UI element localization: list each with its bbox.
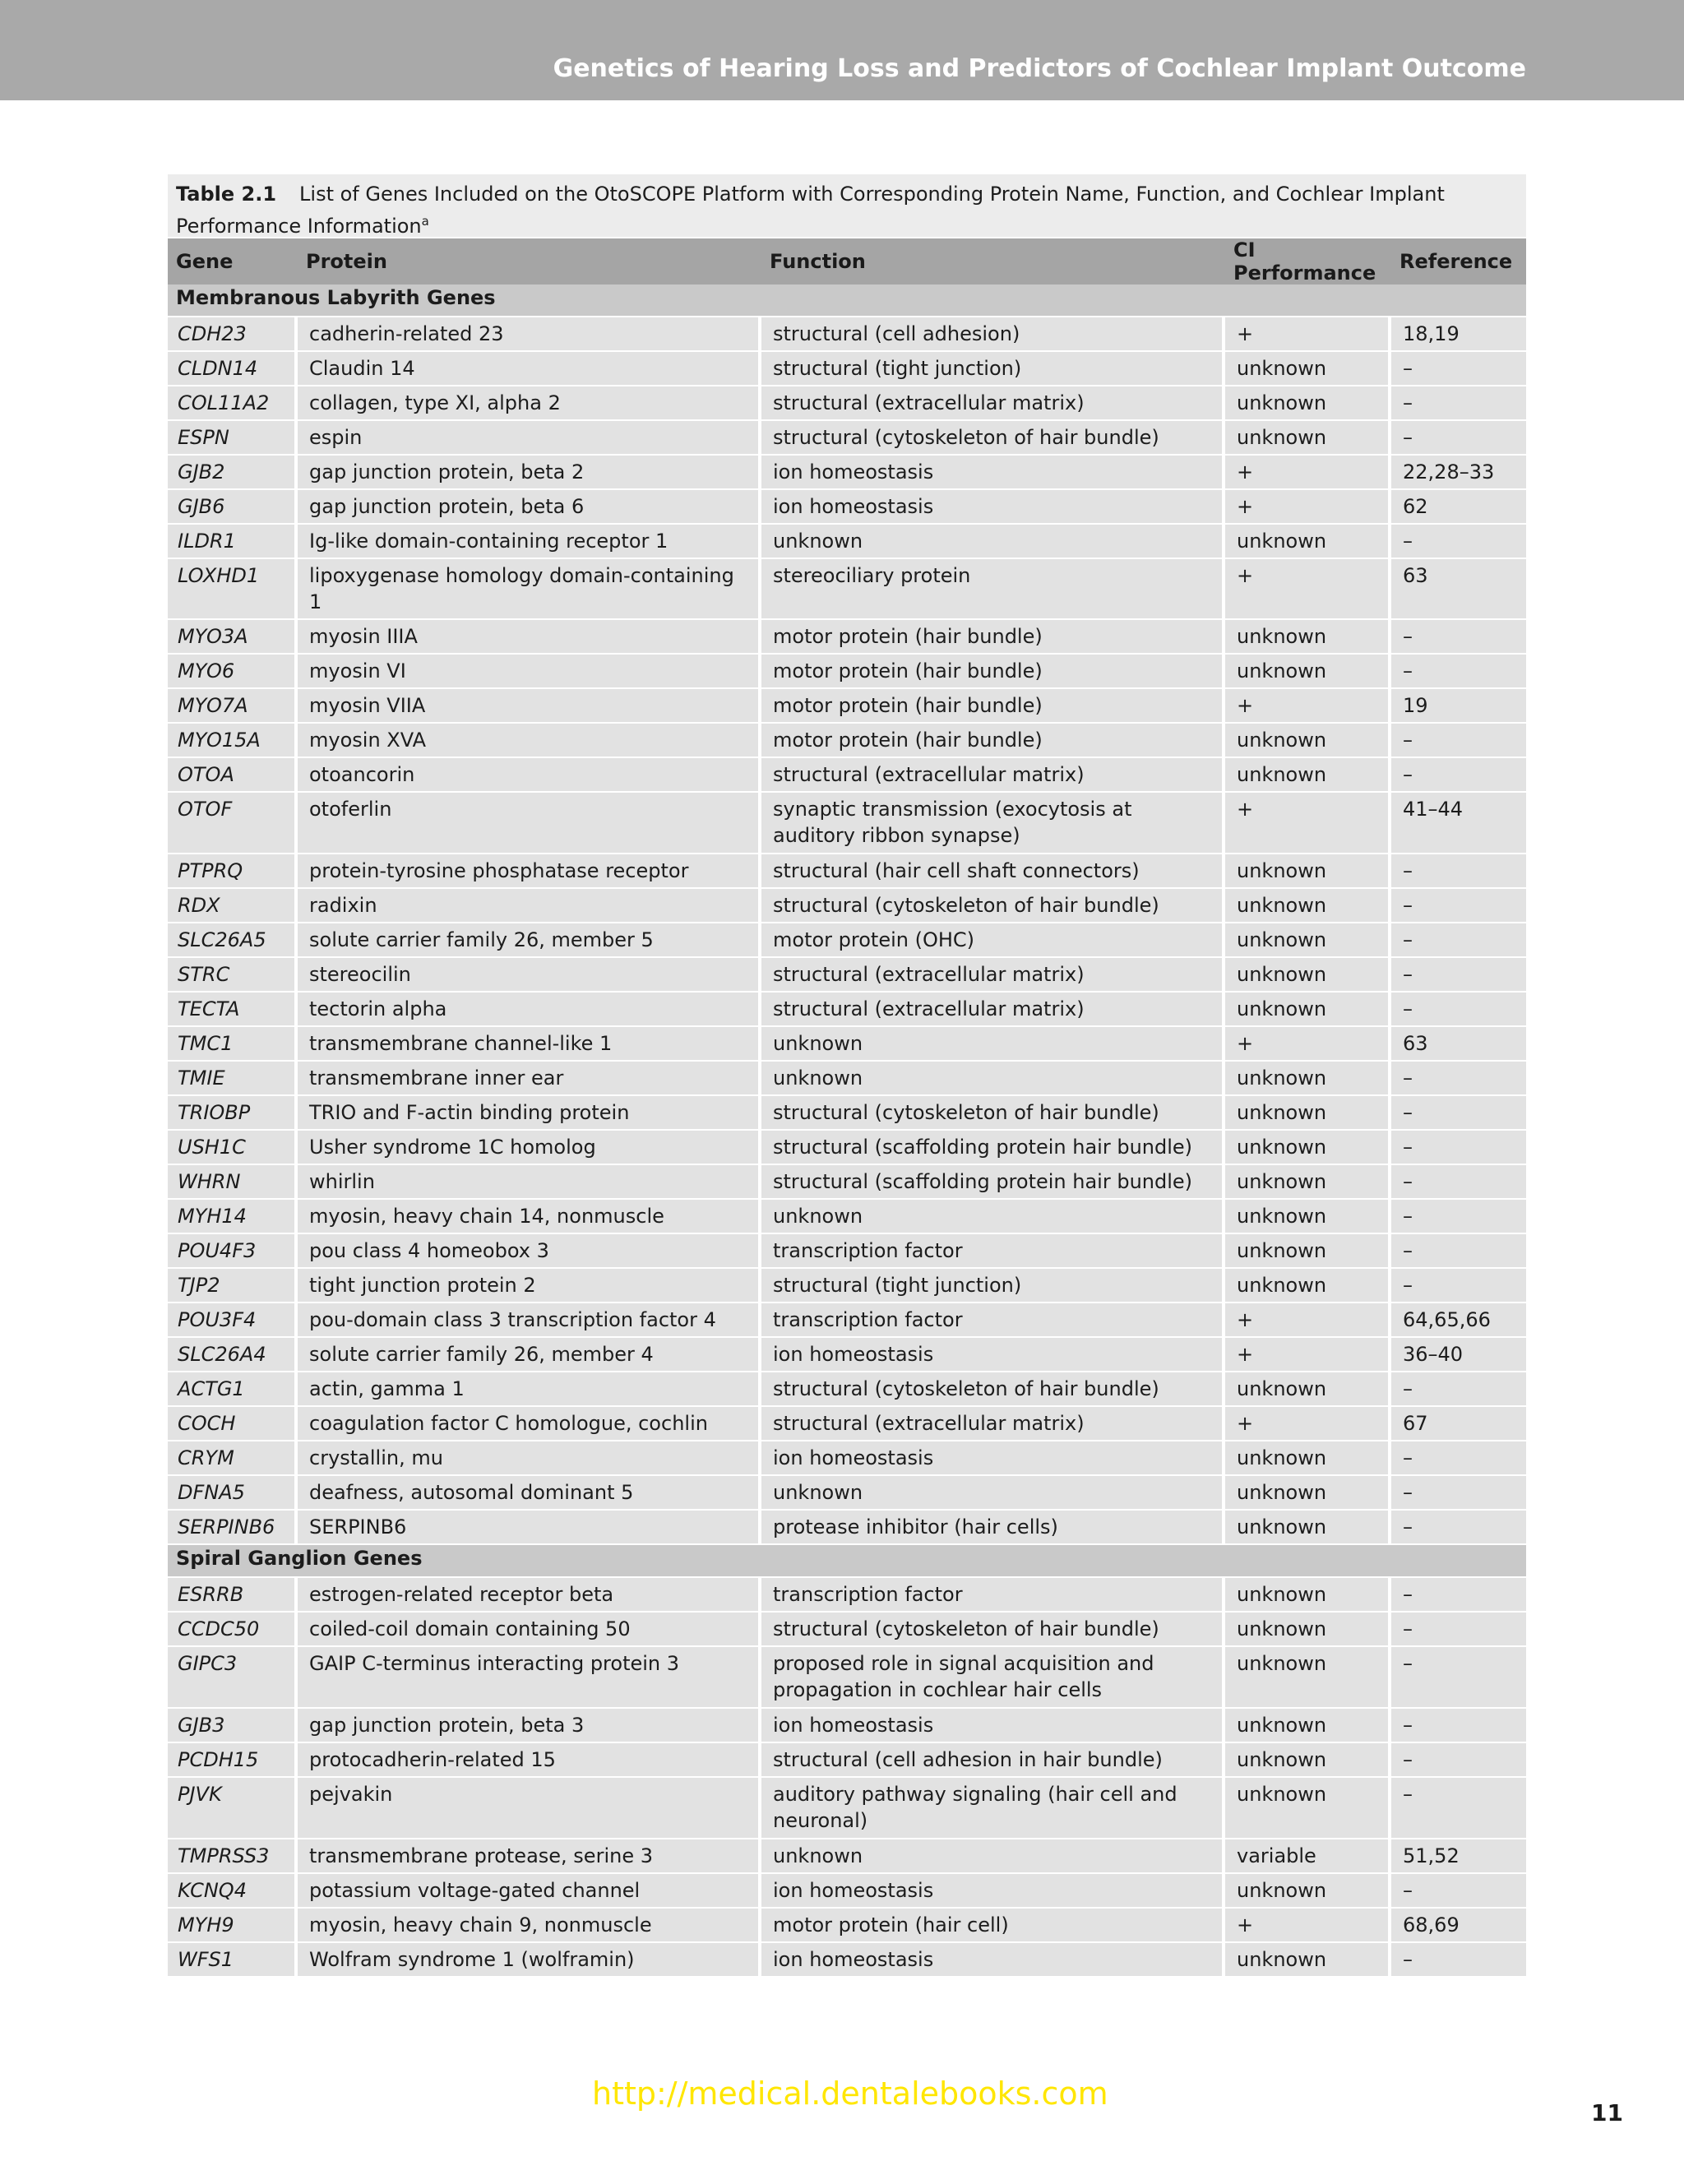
cell-protein: Wolfram syndrome 1 (wolframin) bbox=[298, 1943, 761, 1978]
cell-function: structural (extracellular matrix) bbox=[761, 758, 1225, 793]
table-row bbox=[168, 525, 1526, 559]
cell-protein: myosin, heavy chain 14, nonmuscle bbox=[298, 1200, 761, 1234]
section-title: Membranous Labyrith Genes bbox=[168, 285, 1526, 317]
cell-reference: – bbox=[1391, 1200, 1526, 1234]
cell-reference: 22,28–33 bbox=[1391, 456, 1526, 490]
cell-reference: – bbox=[1391, 1131, 1526, 1165]
table-row bbox=[168, 1613, 1526, 1647]
cell-protein: potassium voltage-gated channel bbox=[298, 1874, 761, 1909]
cell-function: structural (scaffolding protein hair bundle) bbox=[761, 1165, 1225, 1200]
table-caption-text: List of Genes Included on the OtoSCOPE Platform with Corresponding Protein Name, Function, and Cochlear Implant Performance Information bbox=[176, 183, 1445, 238]
cell-protein: solute carrier family 26, member 4 bbox=[298, 1338, 761, 1372]
footnote-mark: a bbox=[421, 214, 429, 229]
cell-protein: actin, gamma 1 bbox=[298, 1372, 761, 1407]
cell-gene: MYH9 bbox=[168, 1909, 298, 1943]
cell-gene: COL11A2 bbox=[168, 386, 298, 421]
table-row bbox=[168, 958, 1526, 993]
cell-reference: – bbox=[1391, 854, 1526, 889]
cell-protein: myosin XVA bbox=[298, 724, 761, 758]
cell-reference: – bbox=[1391, 1165, 1526, 1200]
cell-ci-performance: unknown bbox=[1225, 386, 1391, 421]
cell-ci-performance: unknown bbox=[1225, 655, 1391, 689]
cell-reference: – bbox=[1391, 1372, 1526, 1407]
cell-protein: lipoxygenase homology domain-containing 1 bbox=[298, 559, 761, 620]
cell-gene: POU4F3 bbox=[168, 1234, 298, 1269]
section-title: Spiral Ganglion Genes bbox=[168, 1545, 1526, 1578]
cell-ci-performance: + bbox=[1225, 793, 1391, 854]
cell-function: structural (tight junction) bbox=[761, 1269, 1225, 1303]
cell-protein: espin bbox=[298, 421, 761, 456]
cell-function: structural (extracellular matrix) bbox=[761, 1407, 1225, 1441]
cell-reference: – bbox=[1391, 724, 1526, 758]
cell-protein: stereocilin bbox=[298, 958, 761, 993]
cell-function: motor protein (hair bundle) bbox=[761, 620, 1225, 655]
cell-protein: coiled-coil domain containing 50 bbox=[298, 1613, 761, 1647]
table-row bbox=[168, 1165, 1526, 1200]
table-row bbox=[168, 1096, 1526, 1131]
cell-reference: – bbox=[1391, 1743, 1526, 1778]
cell-gene: MYO15A bbox=[168, 724, 298, 758]
cell-function: structural (hair cell shaft connectors) bbox=[761, 854, 1225, 889]
table-row bbox=[168, 1234, 1526, 1269]
cell-gene: RDX bbox=[168, 889, 298, 923]
cell-gene: ESPN bbox=[168, 421, 298, 456]
table-row bbox=[168, 352, 1526, 386]
cell-gene: WFS1 bbox=[168, 1943, 298, 1978]
cell-function: structural (extracellular matrix) bbox=[761, 958, 1225, 993]
cell-ci-performance: unknown bbox=[1225, 854, 1391, 889]
cell-reference: 51,52 bbox=[1391, 1839, 1526, 1874]
cell-reference: 64,65,66 bbox=[1391, 1303, 1526, 1338]
cell-protein: GAIP C-terminus interacting protein 3 bbox=[298, 1647, 761, 1709]
cell-reference: – bbox=[1391, 1709, 1526, 1743]
cell-function: unknown bbox=[761, 1027, 1225, 1062]
cell-function: structural (cytoskeleton of hair bundle) bbox=[761, 1613, 1225, 1647]
column-header-gene: Gene bbox=[168, 238, 298, 285]
cell-protein: myosin VIIA bbox=[298, 689, 761, 724]
table-row bbox=[168, 1839, 1526, 1874]
cell-function: ion homeostasis bbox=[761, 1441, 1225, 1476]
section-header-row bbox=[168, 285, 1526, 317]
cell-ci-performance: unknown bbox=[1225, 1613, 1391, 1647]
cell-protein: deafness, autosomal dominant 5 bbox=[298, 1476, 761, 1511]
table-row bbox=[168, 1407, 1526, 1441]
cell-ci-performance: unknown bbox=[1225, 1743, 1391, 1778]
cell-gene: TMIE bbox=[168, 1062, 298, 1096]
running-title: Genetics of Hearing Loss and Predictors of Cochlear Implant Outcome bbox=[553, 54, 1526, 83]
cell-function: synaptic transmission (exocytosis at auditory ribbon synapse) bbox=[761, 793, 1225, 854]
cell-reference: – bbox=[1391, 1441, 1526, 1476]
cell-function: unknown bbox=[761, 525, 1225, 559]
table-row bbox=[168, 1269, 1526, 1303]
cell-ci-performance: unknown bbox=[1225, 1874, 1391, 1909]
cell-protein: Claudin 14 bbox=[298, 352, 761, 386]
cell-protein: whirlin bbox=[298, 1165, 761, 1200]
cell-reference: 36–40 bbox=[1391, 1338, 1526, 1372]
cell-ci-performance: + bbox=[1225, 1407, 1391, 1441]
cell-reference: – bbox=[1391, 993, 1526, 1027]
table-row bbox=[168, 386, 1526, 421]
cell-protein: transmembrane channel-like 1 bbox=[298, 1027, 761, 1062]
cell-gene: PJVK bbox=[168, 1778, 298, 1839]
table-row bbox=[168, 1372, 1526, 1407]
table-row bbox=[168, 317, 1526, 352]
cell-gene: MYH14 bbox=[168, 1200, 298, 1234]
cell-gene: KCNQ4 bbox=[168, 1874, 298, 1909]
cell-reference: – bbox=[1391, 1943, 1526, 1978]
cell-reference: – bbox=[1391, 525, 1526, 559]
table-row bbox=[168, 1027, 1526, 1062]
cell-protein: transmembrane protease, serine 3 bbox=[298, 1839, 761, 1874]
table-row bbox=[168, 1778, 1526, 1839]
cell-ci-performance: + bbox=[1225, 689, 1391, 724]
column-header-protein: Protein bbox=[298, 238, 761, 285]
cell-gene: USH1C bbox=[168, 1131, 298, 1165]
cell-protein: gap junction protein, beta 6 bbox=[298, 490, 761, 525]
cell-ci-performance: unknown bbox=[1225, 1269, 1391, 1303]
cell-reference: – bbox=[1391, 1874, 1526, 1909]
cell-function: ion homeostasis bbox=[761, 456, 1225, 490]
cell-gene: OTOA bbox=[168, 758, 298, 793]
cell-protein: collagen, type XI, alpha 2 bbox=[298, 386, 761, 421]
cell-ci-performance: + bbox=[1225, 1338, 1391, 1372]
cell-reference: 63 bbox=[1391, 559, 1526, 620]
cell-function: structural (cell adhesion) bbox=[761, 317, 1225, 352]
cell-reference: – bbox=[1391, 1511, 1526, 1545]
cell-protein: myosin IIIA bbox=[298, 620, 761, 655]
table-row bbox=[168, 620, 1526, 655]
cell-gene: SLC26A4 bbox=[168, 1338, 298, 1372]
gene-table bbox=[168, 238, 1526, 1978]
cell-protein: Ig-like domain-containing receptor 1 bbox=[298, 525, 761, 559]
cell-reference: – bbox=[1391, 1476, 1526, 1511]
cell-gene: CCDC50 bbox=[168, 1613, 298, 1647]
cell-gene: WHRN bbox=[168, 1165, 298, 1200]
cell-protein: coagulation factor C homologue, cochlin bbox=[298, 1407, 761, 1441]
table-row bbox=[168, 1709, 1526, 1743]
cell-function: transcription factor bbox=[761, 1303, 1225, 1338]
cell-function: unknown bbox=[761, 1476, 1225, 1511]
cell-protein: protocadherin-related 15 bbox=[298, 1743, 761, 1778]
cell-reference: – bbox=[1391, 1062, 1526, 1096]
cell-gene: MYO3A bbox=[168, 620, 298, 655]
table-row bbox=[168, 689, 1526, 724]
table-row bbox=[168, 1441, 1526, 1476]
cell-ci-performance: unknown bbox=[1225, 1062, 1391, 1096]
cell-gene: GJB6 bbox=[168, 490, 298, 525]
cell-ci-performance: unknown bbox=[1225, 923, 1391, 958]
cell-function: motor protein (hair bundle) bbox=[761, 655, 1225, 689]
cell-ci-performance: unknown bbox=[1225, 1234, 1391, 1269]
cell-function: structural (cytoskeleton of hair bundle) bbox=[761, 1096, 1225, 1131]
table-row bbox=[168, 655, 1526, 689]
cell-function: structural (extracellular matrix) bbox=[761, 993, 1225, 1027]
table-row bbox=[168, 456, 1526, 490]
cell-ci-performance: unknown bbox=[1225, 352, 1391, 386]
cell-ci-performance: + bbox=[1225, 317, 1391, 352]
cell-ci-performance: unknown bbox=[1225, 1709, 1391, 1743]
cell-ci-performance: unknown bbox=[1225, 1200, 1391, 1234]
cell-ci-performance: unknown bbox=[1225, 1778, 1391, 1839]
column-header-reference: Reference bbox=[1391, 238, 1526, 285]
cell-function: ion homeostasis bbox=[761, 1338, 1225, 1372]
cell-gene: MYO6 bbox=[168, 655, 298, 689]
cell-reference: – bbox=[1391, 1613, 1526, 1647]
cell-reference: 68,69 bbox=[1391, 1909, 1526, 1943]
cell-function: motor protein (hair bundle) bbox=[761, 724, 1225, 758]
cell-function: ion homeostasis bbox=[761, 1874, 1225, 1909]
cell-ci-performance: unknown bbox=[1225, 758, 1391, 793]
cell-gene: TMC1 bbox=[168, 1027, 298, 1062]
cell-protein: pou-domain class 3 transcription factor 4 bbox=[298, 1303, 761, 1338]
cell-protein: gap junction protein, beta 3 bbox=[298, 1709, 761, 1743]
cell-reference: – bbox=[1391, 1269, 1526, 1303]
table-body bbox=[168, 285, 1526, 1978]
cell-ci-performance: + bbox=[1225, 1909, 1391, 1943]
cell-gene: TECTA bbox=[168, 993, 298, 1027]
cell-protein: crystallin, mu bbox=[298, 1441, 761, 1476]
table-row bbox=[168, 1476, 1526, 1511]
cell-protein: myosin, heavy chain 9, nonmuscle bbox=[298, 1909, 761, 1943]
cell-reference: – bbox=[1391, 958, 1526, 993]
cell-function: structural (cytoskeleton of hair bundle) bbox=[761, 1372, 1225, 1407]
cell-protein: SERPINB6 bbox=[298, 1511, 761, 1545]
cell-function: proposed role in signal acquisition and propagation in cochlear hair cells bbox=[761, 1647, 1225, 1709]
cell-function: transcription factor bbox=[761, 1234, 1225, 1269]
cell-ci-performance: unknown bbox=[1225, 1943, 1391, 1978]
cell-ci-performance: unknown bbox=[1225, 1372, 1391, 1407]
table-row bbox=[168, 1131, 1526, 1165]
table-header-row bbox=[168, 238, 1526, 285]
cell-protein: radixin bbox=[298, 889, 761, 923]
cell-gene: COCH bbox=[168, 1407, 298, 1441]
cell-gene: GJB3 bbox=[168, 1709, 298, 1743]
table-row bbox=[168, 1338, 1526, 1372]
cell-ci-performance: unknown bbox=[1225, 525, 1391, 559]
cell-ci-performance: unknown bbox=[1225, 993, 1391, 1027]
cell-function: structural (cytoskeleton of hair bundle) bbox=[761, 889, 1225, 923]
table-row bbox=[168, 1200, 1526, 1234]
table-row bbox=[168, 854, 1526, 889]
cell-protein: pou class 4 homeobox 3 bbox=[298, 1234, 761, 1269]
cell-function: motor protein (hair bundle) bbox=[761, 689, 1225, 724]
table-row bbox=[168, 724, 1526, 758]
table-row bbox=[168, 1743, 1526, 1778]
cell-function: motor protein (hair cell) bbox=[761, 1909, 1225, 1943]
cell-reference: – bbox=[1391, 1096, 1526, 1131]
cell-reference: 18,19 bbox=[1391, 317, 1526, 352]
cell-ci-performance: unknown bbox=[1225, 1511, 1391, 1545]
cell-ci-performance: unknown bbox=[1225, 1131, 1391, 1165]
cell-ci-performance: unknown bbox=[1225, 1476, 1391, 1511]
table-row bbox=[168, 1511, 1526, 1545]
table-row bbox=[168, 1909, 1526, 1943]
cell-gene: CRYM bbox=[168, 1441, 298, 1476]
cell-gene: LOXHD1 bbox=[168, 559, 298, 620]
table-row bbox=[168, 1303, 1526, 1338]
table-row bbox=[168, 1062, 1526, 1096]
cell-gene: TRIOBP bbox=[168, 1096, 298, 1131]
cell-reference: – bbox=[1391, 1647, 1526, 1709]
cell-reference: – bbox=[1391, 889, 1526, 923]
cell-function: ion homeostasis bbox=[761, 1709, 1225, 1743]
cell-gene: SLC26A5 bbox=[168, 923, 298, 958]
cell-gene: PCDH15 bbox=[168, 1743, 298, 1778]
cell-gene: TJP2 bbox=[168, 1269, 298, 1303]
column-header-function: Function bbox=[761, 238, 1225, 285]
cell-function: ion homeostasis bbox=[761, 490, 1225, 525]
cell-gene: PTPRQ bbox=[168, 854, 298, 889]
cell-protein: pejvakin bbox=[298, 1778, 761, 1839]
table-caption bbox=[168, 174, 1526, 237]
table-row bbox=[168, 1578, 1526, 1613]
cell-function: ion homeostasis bbox=[761, 1943, 1225, 1978]
cell-gene: CLDN14 bbox=[168, 352, 298, 386]
watermark-url: http://medical.dentalebooks.com bbox=[592, 2075, 1108, 2112]
cell-protein: otoferlin bbox=[298, 793, 761, 854]
cell-ci-performance: unknown bbox=[1225, 1165, 1391, 1200]
cell-function: unknown bbox=[761, 1200, 1225, 1234]
cell-ci-performance: unknown bbox=[1225, 421, 1391, 456]
cell-reference: – bbox=[1391, 386, 1526, 421]
cell-protein: transmembrane inner ear bbox=[298, 1062, 761, 1096]
table-row bbox=[168, 889, 1526, 923]
cell-function: transcription factor bbox=[761, 1578, 1225, 1613]
cell-gene: STRC bbox=[168, 958, 298, 993]
table-row bbox=[168, 758, 1526, 793]
cell-protein: gap junction protein, beta 2 bbox=[298, 456, 761, 490]
cell-reference: 41–44 bbox=[1391, 793, 1526, 854]
cell-protein: Usher syndrome 1C homolog bbox=[298, 1131, 761, 1165]
cell-reference: 62 bbox=[1391, 490, 1526, 525]
cell-function: structural (tight junction) bbox=[761, 352, 1225, 386]
table-row bbox=[168, 993, 1526, 1027]
cell-function: motor protein (OHC) bbox=[761, 923, 1225, 958]
cell-protein: tight junction protein 2 bbox=[298, 1269, 761, 1303]
cell-gene: POU3F4 bbox=[168, 1303, 298, 1338]
cell-ci-performance: unknown bbox=[1225, 889, 1391, 923]
cell-ci-performance: unknown bbox=[1225, 1096, 1391, 1131]
cell-gene: SERPINB6 bbox=[168, 1511, 298, 1545]
cell-reference: – bbox=[1391, 620, 1526, 655]
cell-ci-performance: + bbox=[1225, 1027, 1391, 1062]
cell-reference: – bbox=[1391, 1578, 1526, 1613]
table-row bbox=[168, 793, 1526, 854]
cell-function: stereociliary protein bbox=[761, 559, 1225, 620]
cell-protein: protein-tyrosine phosphatase receptor bbox=[298, 854, 761, 889]
cell-ci-performance: + bbox=[1225, 1303, 1391, 1338]
cell-reference: – bbox=[1391, 352, 1526, 386]
cell-reference: 63 bbox=[1391, 1027, 1526, 1062]
cell-ci-performance: + bbox=[1225, 559, 1391, 620]
table-row bbox=[168, 559, 1526, 620]
cell-gene: DFNA5 bbox=[168, 1476, 298, 1511]
table-row bbox=[168, 490, 1526, 525]
cell-protein: TRIO and F-actin binding protein bbox=[298, 1096, 761, 1131]
cell-function: unknown bbox=[761, 1839, 1225, 1874]
table-label: Table 2.1 bbox=[176, 183, 277, 206]
cell-gene: MYO7A bbox=[168, 689, 298, 724]
cell-gene: OTOF bbox=[168, 793, 298, 854]
cell-function: protease inhibitor (hair cells) bbox=[761, 1511, 1225, 1545]
cell-gene: GJB2 bbox=[168, 456, 298, 490]
table-row bbox=[168, 1943, 1526, 1978]
cell-protein: estrogen-related receptor beta bbox=[298, 1578, 761, 1613]
cell-protein: cadherin-related 23 bbox=[298, 317, 761, 352]
cell-function: unknown bbox=[761, 1062, 1225, 1096]
cell-ci-performance: unknown bbox=[1225, 958, 1391, 993]
cell-reference: – bbox=[1391, 758, 1526, 793]
table-row bbox=[168, 923, 1526, 958]
cell-gene: GIPC3 bbox=[168, 1647, 298, 1709]
cell-protein: myosin VI bbox=[298, 655, 761, 689]
cell-ci-performance: unknown bbox=[1225, 1647, 1391, 1709]
cell-reference: 19 bbox=[1391, 689, 1526, 724]
cell-gene: TMPRSS3 bbox=[168, 1839, 298, 1874]
cell-ci-performance: + bbox=[1225, 456, 1391, 490]
cell-ci-performance: + bbox=[1225, 490, 1391, 525]
cell-ci-performance: variable bbox=[1225, 1839, 1391, 1874]
cell-ci-performance: unknown bbox=[1225, 724, 1391, 758]
column-header-ci-performance: CI Performance bbox=[1225, 238, 1391, 285]
section-header-row bbox=[168, 1545, 1526, 1578]
cell-reference: – bbox=[1391, 655, 1526, 689]
cell-reference: – bbox=[1391, 923, 1526, 958]
cell-function: auditory pathway signaling (hair cell and neuronal) bbox=[761, 1778, 1225, 1839]
cell-gene: ESRRB bbox=[168, 1578, 298, 1613]
cell-gene: ILDR1 bbox=[168, 525, 298, 559]
running-header-bar bbox=[0, 0, 1684, 100]
table-row bbox=[168, 1874, 1526, 1909]
table-row bbox=[168, 421, 1526, 456]
cell-protein: solute carrier family 26, member 5 bbox=[298, 923, 761, 958]
cell-ci-performance: unknown bbox=[1225, 1578, 1391, 1613]
cell-function: structural (cytoskeleton of hair bundle) bbox=[761, 421, 1225, 456]
cell-function: structural (extracellular matrix) bbox=[761, 386, 1225, 421]
cell-function: structural (cell adhesion in hair bundle) bbox=[761, 1743, 1225, 1778]
cell-ci-performance: unknown bbox=[1225, 1441, 1391, 1476]
cell-protein: otoancorin bbox=[298, 758, 761, 793]
cell-function: structural (scaffolding protein hair bundle) bbox=[761, 1131, 1225, 1165]
cell-gene: CDH23 bbox=[168, 317, 298, 352]
cell-ci-performance: unknown bbox=[1225, 620, 1391, 655]
page-number: 11 bbox=[1591, 2099, 1623, 2126]
cell-protein: tectorin alpha bbox=[298, 993, 761, 1027]
cell-reference: – bbox=[1391, 1234, 1526, 1269]
cell-reference: 67 bbox=[1391, 1407, 1526, 1441]
table-row bbox=[168, 1647, 1526, 1709]
cell-reference: – bbox=[1391, 421, 1526, 456]
cell-gene: ACTG1 bbox=[168, 1372, 298, 1407]
cell-reference: – bbox=[1391, 1778, 1526, 1839]
